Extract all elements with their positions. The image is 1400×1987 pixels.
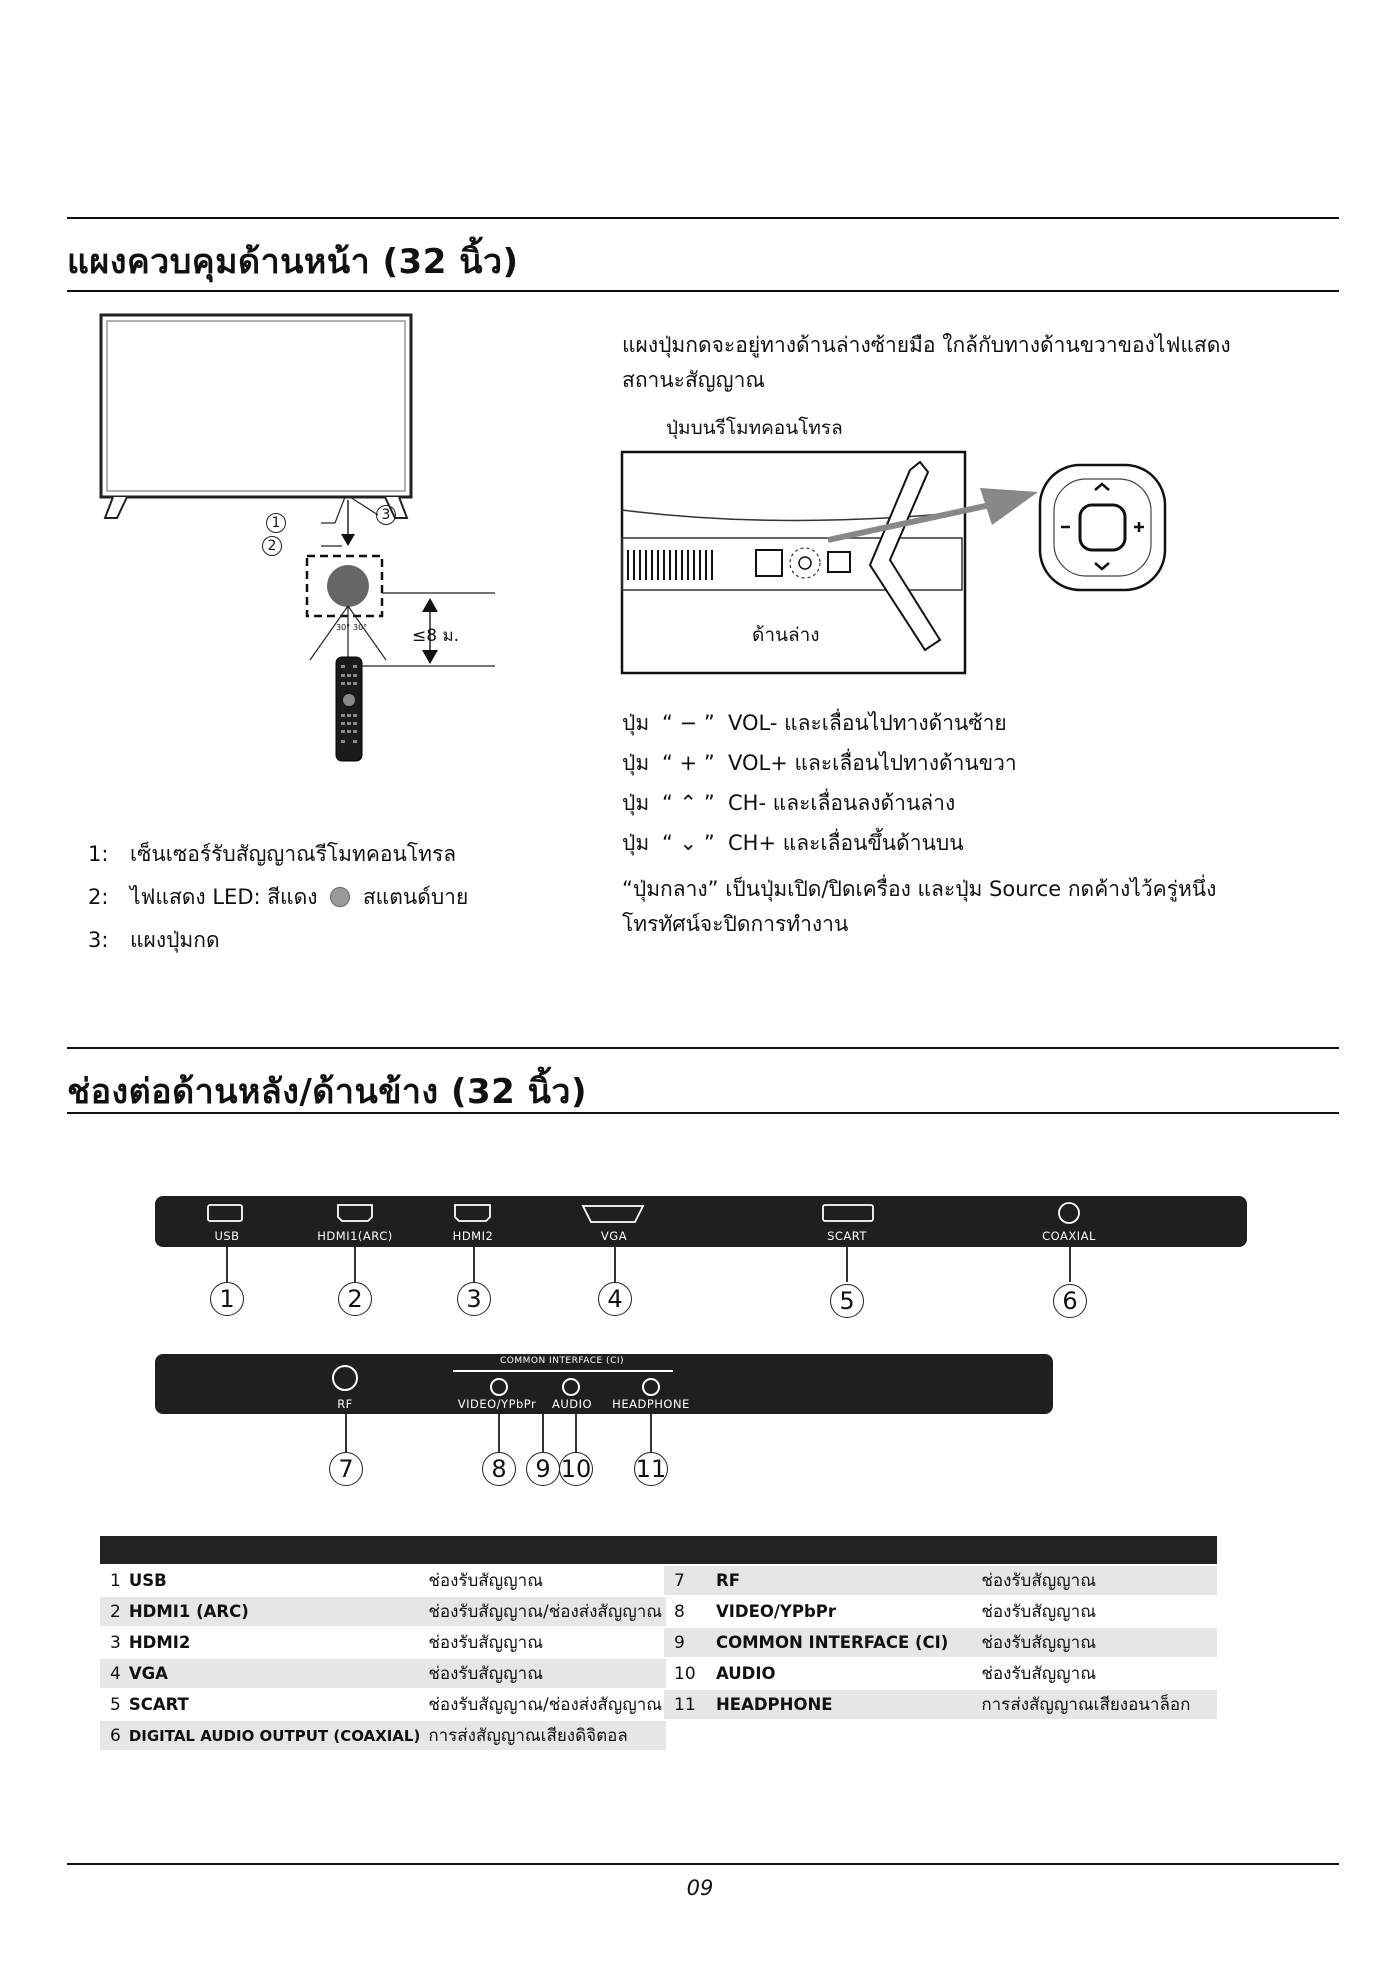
legend-text-3: แผงปุ่มกด [130,928,220,952]
port-table-left [100,1536,666,1750]
port-number-9: 9 [526,1452,560,1486]
leader-line [226,1247,228,1282]
tv-front-illustration [95,310,515,770]
table-row: 3 HDMI2 ช่องรับสัญญาณ [100,1627,666,1658]
leader-line [846,1247,848,1282]
distance-label: ≤8 ม. [412,626,460,646]
legend-text-1: เซ็นเซอร์รับสัญญาณรีโมทคอนโทรล [130,842,457,866]
port-label-usb: USB [214,1229,240,1243]
button-prefix: ปุ่ม [622,791,650,815]
port-number-1: 1 [210,1282,244,1316]
port-label-video: VIDEO/YPbPr [457,1397,537,1411]
port-label-scart: SCART [827,1229,867,1243]
port-table-right [664,1536,1217,1719]
table-row: 5 SCART ช่องรับสัญญาณ/ช่องส่งสัญญาณ [100,1689,666,1720]
section-divider [67,217,1339,219]
legend-num-1: 1: [88,842,109,866]
button-desc: VOL- และเลื่อนไปทางด้านซ้าย [728,711,1007,735]
table-header [664,1536,1217,1565]
angle-left-label: 30° [336,623,351,632]
legend-num-2: 2: [88,885,109,909]
leader-line [345,1414,347,1452]
table-row: 9 COMMON INTERFACE (CI) ช่องรับสัญญาณ [664,1627,1217,1658]
callout-2: 2 [262,536,282,556]
table-row: 7 RF ช่องรับสัญญาณ [664,1565,1217,1596]
port-label-coaxial: COAXIAL [1042,1229,1096,1243]
table-row: 2 HDMI1 (ARC) ช่องรับสัญญาณ/ช่องส่งสัญญาณ [100,1596,666,1627]
port-label-hdmi1: HDMI1(ARC) [317,1229,393,1243]
port-number-11: 11 [634,1452,668,1486]
button-desc: VOL+ และเลื่อนไปทางด้านขวา [728,751,1017,775]
leader-line [498,1414,500,1452]
bottom-view-illustration [620,450,1180,680]
port-label-rf: RF [337,1397,353,1411]
section-divider [67,290,1339,292]
led-indicator-icon [330,887,350,907]
table-row: 11 HEADPHONE การส่งสัญญาณเสียงอนาล็อก [664,1689,1217,1719]
port-number-2: 2 [338,1282,372,1316]
angle-right-label: 30° [353,623,368,632]
leader-line [650,1414,652,1452]
table-row: 6 DIGITAL AUDIO OUTPUT (COAXIAL) การส่งสัญญาณเสียงดิจิตอล [100,1720,666,1750]
button-prefix: ปุ่ม [622,751,650,775]
button-symbol-plus: “ + ” [662,751,715,775]
front-panel-intro: แผงปุ่มกดจะอยู่ทางด้านล่างซ้ายมือ ใกล้กับทางด้านขวาของไฟแสดงสถานะสัญญาณ [622,333,1231,392]
port-number-7: 7 [329,1452,363,1486]
port-label-hdmi2: HDMI2 [452,1229,494,1243]
leader-line [354,1247,356,1282]
port-number-6: 6 [1053,1284,1087,1318]
button-symbol-up: “ ⌃ ” [662,791,715,815]
table-row: 10 AUDIO ช่องรับสัญญาณ [664,1658,1217,1689]
footer-divider [67,1863,1339,1865]
port-number-3: 3 [457,1282,491,1316]
bottom-caption: ด้านล่าง [752,624,820,646]
port-label-headphone: HEADPHONE [612,1397,690,1411]
button-desc: CH+ และเลื่อนขึ้นด้านบน [728,831,964,855]
legend-text-2: ไฟแสดง LED: สีแดง สแตนด์บาย [130,885,469,909]
leader-line [575,1414,577,1452]
remote-buttons-caption: ปุ่มบนรีโมทคอนโทรล [666,417,843,439]
button-prefix: ปุ่ม [622,711,650,735]
leader-line [1069,1247,1071,1282]
port-number-5: 5 [830,1284,864,1318]
page-number: 09 [686,1876,714,1900]
button-prefix: ปุ่ม [622,831,650,855]
rear-panel-title: ช่องต่อด้านหลัง/ด้านข้าง (32 นิ้ว) [67,1072,588,1112]
table-row: 8 VIDEO/YPbPr ช่องรับสัญญาณ [664,1596,1217,1627]
section-divider [67,1047,1339,1049]
table-row: 4 VGA ช่องรับสัญญาณ [100,1658,666,1689]
port-number-10: 10 [559,1452,593,1486]
front-panel-title: แผงควบคุมด้านหน้า (32 นิ้ว) [67,242,519,282]
port-label-audio: AUDIO [551,1397,593,1411]
button-desc: CH- และเลื่อนลงด้านล่าง [728,791,956,815]
port-number-4: 4 [598,1282,632,1316]
leader-line [473,1247,475,1282]
table-row: 1 USB ช่องรับสัญญาณ [100,1565,666,1596]
port-label-vga: VGA [600,1229,628,1243]
port-number-8: 8 [482,1452,516,1486]
button-symbol-minus: “ − ” [662,711,715,735]
table-header [100,1536,666,1565]
button-symbol-down: “ ⌄ ” [662,831,715,855]
ci-slot-label: COMMON INTERFACE (CI) [499,1356,625,1366]
leader-line [542,1414,544,1452]
legend-num-3: 3: [88,928,109,952]
callout-1: 1 [266,513,286,533]
center-button-note: “ปุ่มกลาง” เป็นปุ่มเปิด/ปิดเครื่อง และปุ่ม Source กดค้างไว้ครู่หนึ่ง โทรทัศน์จะปิดการทำงาน [622,877,1217,936]
callout-3: 3 [376,505,396,525]
leader-line [614,1247,616,1282]
section-divider [67,1112,1339,1114]
